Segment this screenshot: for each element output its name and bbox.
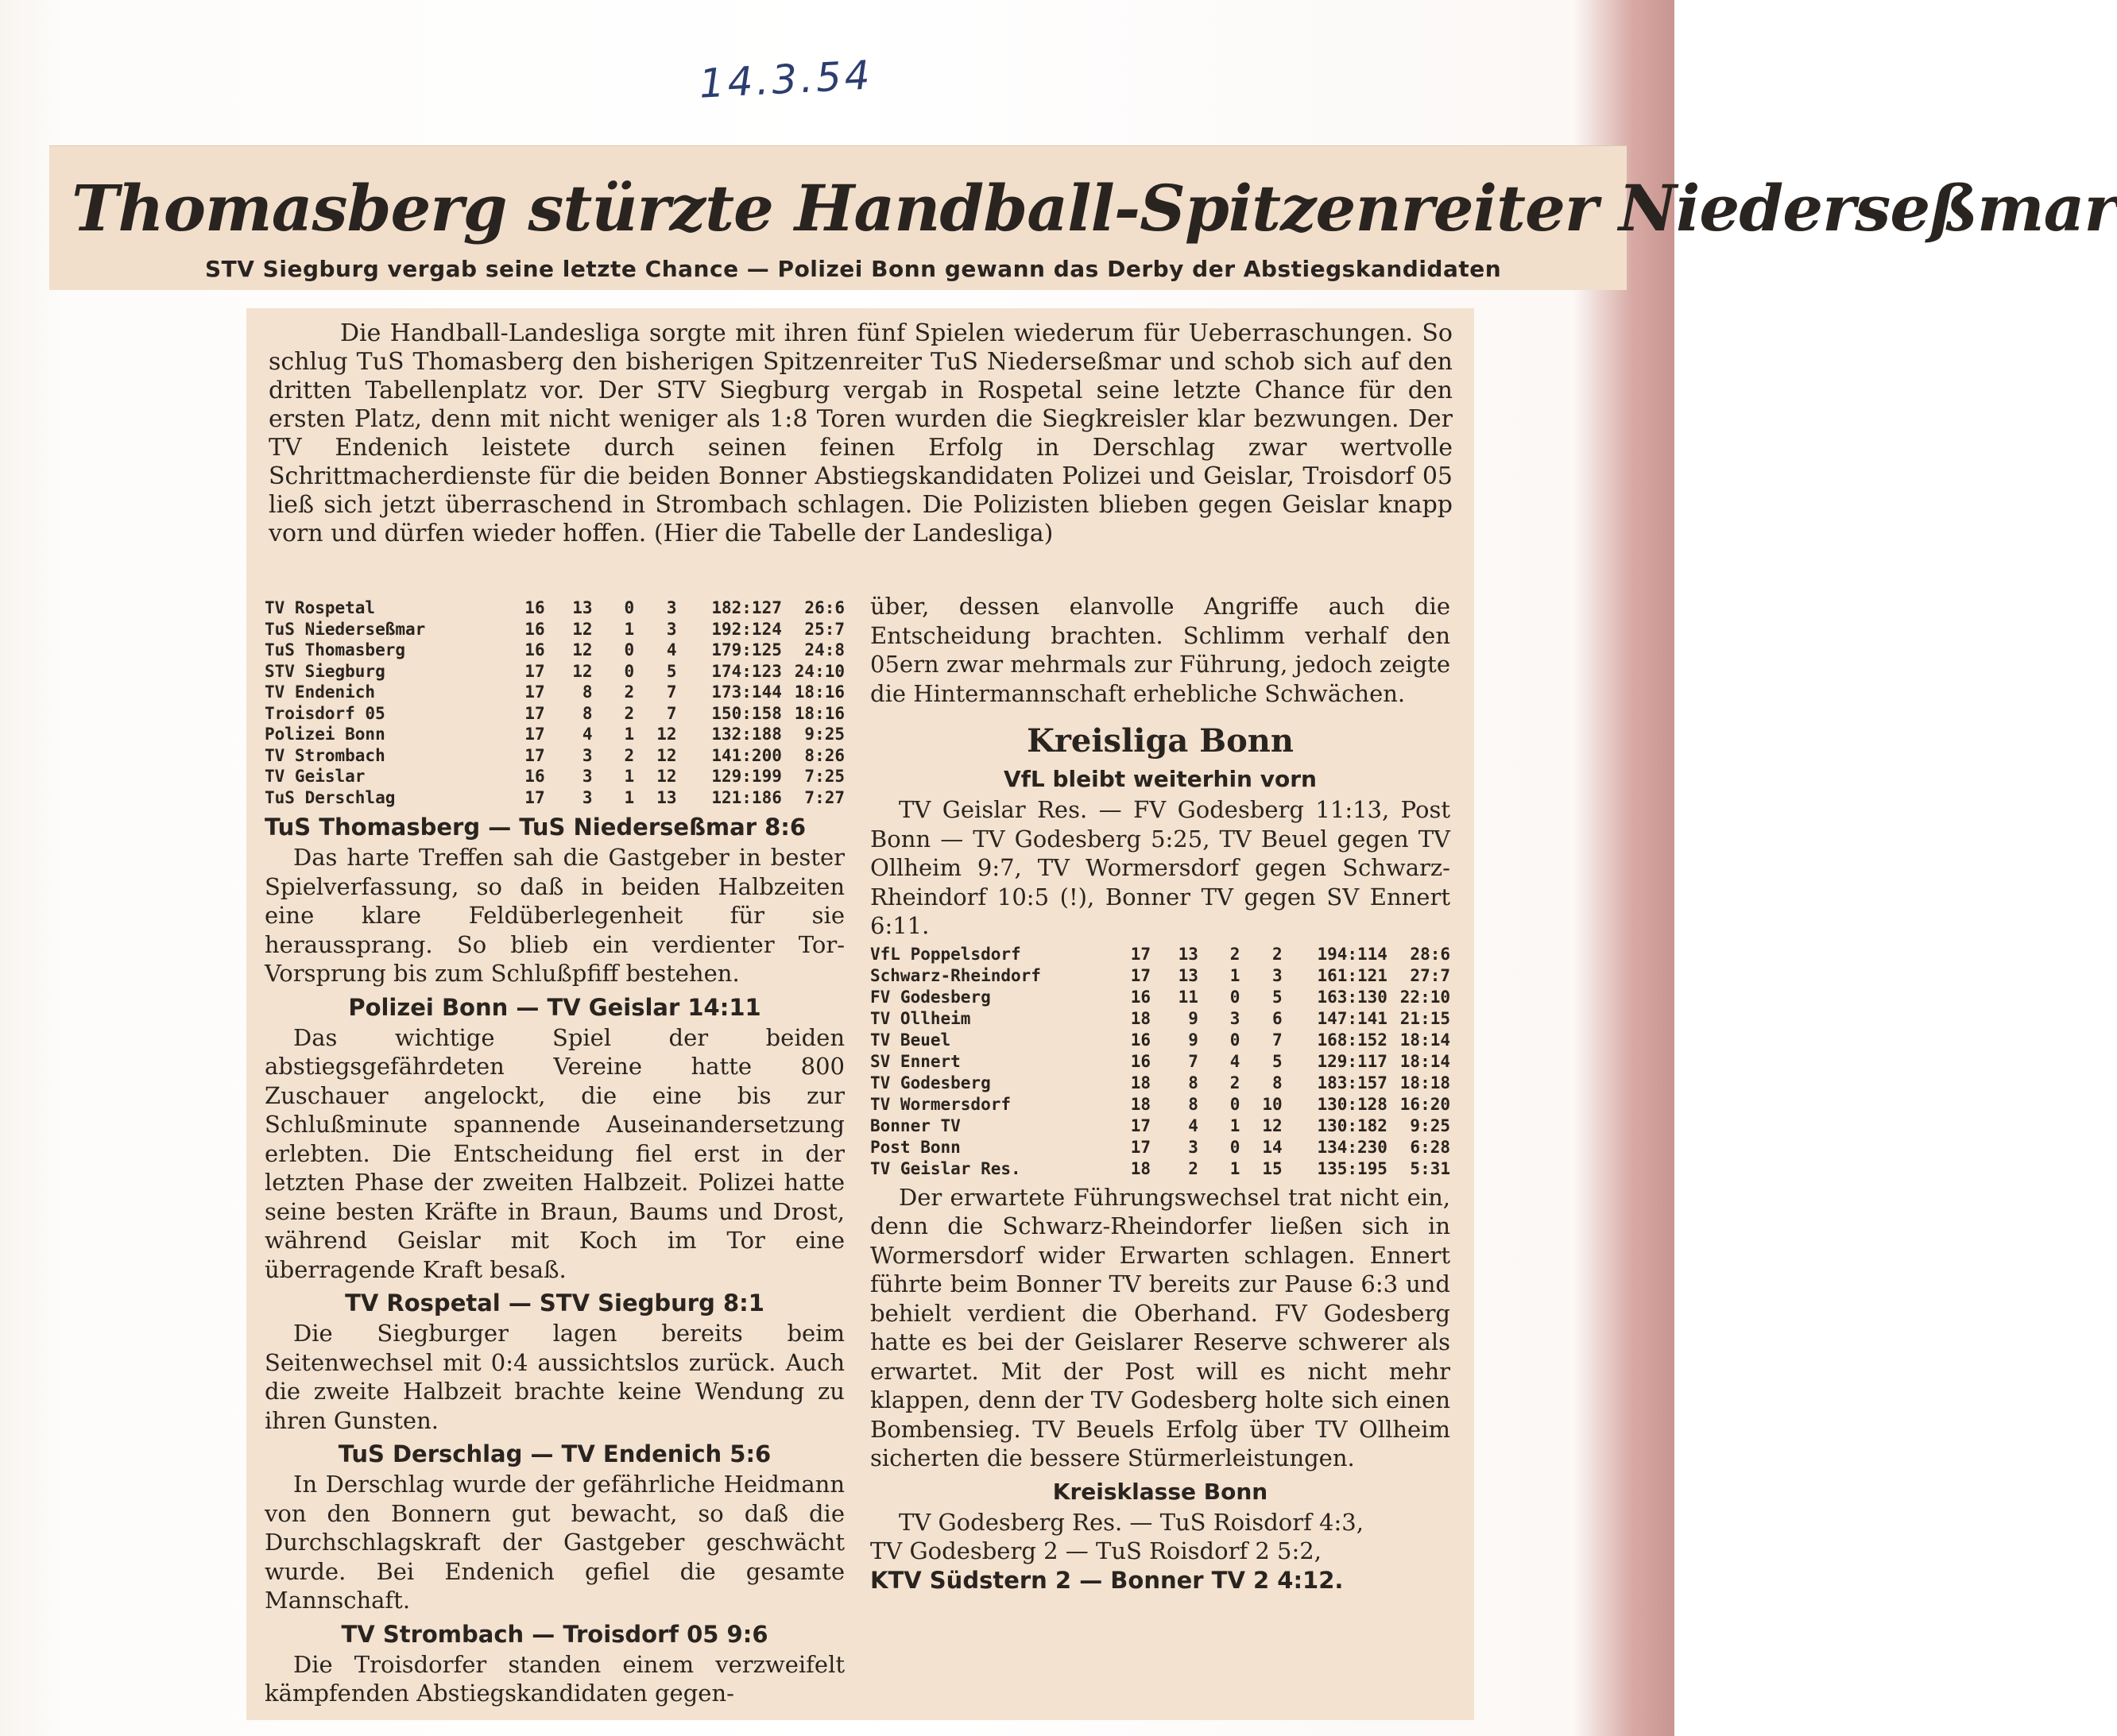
goals: 168:152: [1317, 1030, 1387, 1050]
match-headline: Polizei Bonn — TV Geislar 14:11: [348, 993, 761, 1021]
team-name: SV Ennert: [870, 1051, 961, 1071]
games: 16: [524, 619, 545, 639]
goals: 129:199: [711, 767, 782, 786]
wins: 3: [582, 787, 593, 807]
match-headline: TuS Derschlag — TV Endenich 5:6: [338, 1440, 772, 1467]
kreisklasse-result: KTV Südstern 2 — Bonner TV 2 4:12.: [870, 1566, 1344, 1594]
points: 6:28: [1410, 1137, 1450, 1157]
match-text: Die Siegburger lagen bereits beim Seitenwechsel mit 0:4 aussichtslos zurück. Auch die zweite Halbzeit brachte keine Wendung zu ihren Gunsten.: [265, 1320, 845, 1434]
losses: 3: [1272, 965, 1283, 985]
losses: 4: [666, 640, 677, 659]
table-row: [870, 1158, 1450, 1180]
losses: 8: [1272, 1073, 1283, 1092]
losses: 5: [1272, 1051, 1283, 1071]
kreisliga-title: Kreisliga Bonn: [1027, 722, 1294, 760]
games: 16: [1130, 987, 1151, 1007]
table-row: [870, 987, 1450, 1008]
intro-paragraph: [269, 319, 1453, 548]
kreisliga-report: Der erwartete Führungswechsel trat nicht ein, denn die Schwarz-Rheindorfer ließen sich in Wormersdorf wider Erwarten schlagen. Ennert führte beim Bonner TV bereits zur Pause 6:3 und behielt verdient die Oberhand. FV Godesberg hatte es bei der Geislarer Reserve schwerer als erwartet. Mit der Post will es nicht mehr klappen, denn der TV Godesberg holte sich einen Bombensieg. TV Beuels Erfolg über TV Ollheim sicherten die bessere Stürmerleistungen.: [870, 1183, 1450, 1471]
team-name: TV Beuel: [870, 1030, 951, 1050]
wins: 4: [582, 725, 593, 744]
team-name: Bonner TV: [870, 1115, 961, 1135]
games: 16: [524, 767, 545, 786]
games: 17: [524, 703, 545, 723]
points: 18:18: [1399, 1073, 1450, 1092]
match-headline: TV Strombach — Troisdorf 05 9:6: [341, 1620, 768, 1648]
kreisliga-subtitle: VfL bleibt weiterhin vorn: [1004, 766, 1317, 792]
losses: 14: [1262, 1137, 1283, 1157]
table-row: [870, 1115, 1450, 1137]
kreisklasse-title: Kreisklasse Bonn: [1052, 1478, 1268, 1505]
team-name: FV Godesberg: [870, 987, 991, 1007]
match-text: Die Troisdorfer standen einem verzweifelt kämpfenden Abstiegskandidaten gegen-: [265, 1650, 845, 1707]
match-report: [265, 1618, 845, 1708]
losses: 12: [656, 725, 677, 744]
points: 8:26: [804, 745, 845, 765]
games: 17: [524, 682, 545, 702]
team-name: STV Siegburg: [265, 661, 385, 681]
table-row: [870, 1094, 1450, 1115]
points: 7:27: [804, 787, 845, 807]
goals: 174:123: [711, 661, 782, 681]
draws: 2: [624, 745, 635, 765]
games: 17: [1130, 1115, 1151, 1135]
table-row: [265, 640, 845, 661]
draws: 1: [1229, 965, 1240, 985]
draws: 1: [624, 787, 635, 807]
match-report: [265, 1287, 845, 1435]
table-row: [870, 1008, 1450, 1030]
team-name: Schwarz-Rheindorf: [870, 965, 1041, 985]
points: 18:16: [794, 682, 845, 702]
team-name: Post Bonn: [870, 1137, 961, 1157]
table-row: [265, 766, 845, 787]
wins: 2: [1188, 1158, 1198, 1178]
games: 16: [524, 640, 545, 659]
wins: 8: [582, 682, 593, 702]
games: 18: [1130, 1073, 1151, 1092]
kreisliga-results: TV Geislar Res. — FV Godesberg 11:13, Post Bonn — TV Godesberg 5:25, TV Beuel gegen TV Ollheim 9:7, TV Wormersdorf gegen Schwarz-Rheindorf 10:5 (!), Bonner TV gegen SV Ennert 6:11.: [870, 796, 1450, 939]
table-row: [265, 597, 845, 619]
goals: 130:128: [1317, 1094, 1387, 1114]
losses: 5: [1272, 987, 1283, 1007]
goals: 130:182: [1317, 1115, 1387, 1135]
points: 16:20: [1399, 1094, 1450, 1114]
team-name: TV Endenich: [265, 682, 376, 702]
draws: 2: [624, 703, 635, 723]
team-name: TV Rospetal: [265, 598, 376, 617]
match-report: [265, 811, 845, 988]
draws: 1: [624, 619, 635, 639]
games: 18: [1130, 1008, 1151, 1028]
table-row: [870, 1073, 1450, 1094]
wins: 8: [582, 703, 593, 723]
team-name: TV Godesberg: [870, 1073, 991, 1092]
wins: 8: [1188, 1094, 1198, 1114]
goals: 135:195: [1317, 1158, 1387, 1178]
draws: 0: [624, 661, 635, 681]
points: 18:14: [1399, 1051, 1450, 1071]
draws: 1: [1229, 1115, 1240, 1135]
goals: 192:124: [711, 619, 782, 639]
team-name: TuS Derschlag: [265, 787, 396, 807]
goals: 129:117: [1317, 1051, 1387, 1071]
wins: 13: [572, 598, 593, 617]
points: 28:6: [1410, 944, 1450, 964]
goals: 150:158: [711, 703, 782, 723]
losses: 15: [1262, 1158, 1283, 1178]
goals: 161:121: [1317, 965, 1387, 985]
kreisliga-table-block: [870, 944, 1450, 1180]
draws: 1: [624, 725, 635, 744]
wins: 9: [1188, 1008, 1198, 1028]
table-row: [265, 724, 845, 745]
draws: 0: [1229, 1137, 1240, 1157]
match-headline: TV Rospetal — STV Siegburg 8:1: [345, 1289, 764, 1316]
points: 21:15: [1399, 1008, 1450, 1028]
goals: 173:144: [711, 682, 782, 702]
points: 22:10: [1399, 987, 1450, 1007]
games: 17: [1130, 1137, 1151, 1157]
points: 24:8: [804, 640, 845, 659]
kreisliga-table: [870, 944, 1450, 1180]
draws: 0: [1229, 1094, 1240, 1114]
goals: 194:114: [1317, 944, 1387, 964]
points: 9:25: [1410, 1115, 1450, 1135]
points: 5:31: [1410, 1158, 1450, 1178]
losses: 12: [656, 767, 677, 786]
games: 18: [1130, 1158, 1151, 1178]
right-column: [870, 592, 1450, 1595]
wins: 12: [572, 661, 593, 681]
points: 7:25: [804, 767, 845, 786]
match-text: In Derschlag wurde der gefährliche Heidmann von den Bonnern gut bewacht, so daß die Durchschlagskraft der Gastgeber geschwächt wurde. Bei Endenich gefiel die gesamte Mannschaft.: [265, 1471, 845, 1614]
match-report: [265, 992, 845, 1285]
games: 16: [1130, 1030, 1151, 1050]
team-name: Troisdorf 05: [265, 703, 385, 723]
team-name: TV Strombach: [265, 745, 385, 765]
goals: 121:186: [711, 787, 782, 807]
left-column: [265, 597, 845, 1708]
games: 18: [1130, 1094, 1151, 1114]
games: 16: [524, 598, 545, 617]
wins: 3: [582, 745, 593, 765]
points: 27:7: [1410, 965, 1450, 985]
table-row: [870, 1030, 1450, 1051]
match-report: [265, 1438, 845, 1615]
intro-text: Die Handball-Landesliga sorgte mit ihren fünf Spielen wiederum für Ueberraschungen. So schlug TuS Thomasberg den bisherigen Spitzenreiter TuS Niederseßmar und schob sich auf den dritten Tabellenplatz vor. Der STV Siegburg vergab in Rospetal seine letzte Chance für den ersten Platz, denn mit nicht weniger als 1:8 Toren wurden die Siegkreisler klar bezwungen. Der TV Endenich leistete durch seinen feinen Erfolg in Derschlag zwar wertvolle Schrittmacherdienste für die beiden Bonner Abstiegskandidaten Polizei und Geislar, Troisdorf 05 ließ sich jetzt überraschend in Strombach schlagen. Die Polizisten blieben gegen Geislar knapp vorn und dürfen wieder hoffen. (Hier die Tabelle der Landesliga): [269, 319, 1453, 547]
goals: 179:125: [711, 640, 782, 659]
wins: 13: [1178, 944, 1198, 964]
team-name: TV Wormersdorf: [870, 1094, 1012, 1114]
team-name: Polizei Bonn: [265, 725, 385, 744]
wins: 12: [572, 619, 593, 639]
losses: 3: [666, 598, 677, 617]
losses: 7: [1272, 1030, 1283, 1050]
goals: 134:230: [1317, 1137, 1387, 1157]
team-name: VfL Poppelsdorf: [870, 944, 1021, 964]
losses: 12: [1262, 1115, 1283, 1135]
team-name: TuS Niederseßmar: [265, 619, 426, 639]
continuation-text: über, dessen elanvolle Angriffe auch die Entscheidung brachten. Schlimm verhalf den 05ern zwar mehrmals zur Führung, jedoch zeigte die Hintermannschaft erhebliche Schwächen.: [870, 593, 1450, 707]
match-headline: TuS Thomasberg — TuS Niederseßmar 8:6: [265, 814, 807, 841]
match-text: Das wichtige Spiel der beiden abstiegsgefährdeten Vereine hatte 800 Zuschauer angelockt, die eine bis zur Schlußminute spannende Auseinandersetzung erlebten. Die Entscheidung fiel erst in der letzten Phase der zweiten Halbzeit. Polizei hatte seine besten Kräfte in Braun, Baums und Drost, während Geislar mit Koch im Tor eine überragende Kraft besaß.: [265, 1023, 845, 1283]
team-name: TV Ollheim: [870, 1008, 971, 1028]
draws: 1: [1229, 1158, 1240, 1178]
games: 17: [1130, 965, 1151, 985]
losses: 3: [666, 619, 677, 639]
points: 26:6: [804, 598, 845, 617]
draws: 0: [1229, 1030, 1240, 1050]
table-row: [265, 787, 845, 809]
table-row: [265, 682, 845, 703]
goals: 163:130: [1317, 987, 1387, 1007]
draws: 0: [624, 598, 635, 617]
team-name: TV Geislar: [265, 767, 366, 786]
table-row: [265, 661, 845, 682]
wins: 3: [582, 767, 593, 786]
losses: 13: [656, 787, 677, 807]
draws: 0: [1229, 987, 1240, 1007]
headline: Thomasberg stürzte Handball-Spitzenreiter Niederseßmar: [72, 171, 2117, 246]
games: 17: [524, 745, 545, 765]
losses: 7: [666, 703, 677, 723]
draws: 3: [1229, 1008, 1240, 1028]
points: 18:14: [1399, 1030, 1450, 1050]
kreisklasse-result: TV Godesberg 2 — TuS Roisdorf 2 5:2,: [870, 1537, 1322, 1564]
points: 25:7: [804, 619, 845, 639]
draws: 2: [1229, 944, 1240, 964]
games: 17: [1130, 944, 1151, 964]
wins: 13: [1178, 965, 1198, 985]
team-name: TV Geislar Res.: [870, 1158, 1021, 1178]
landesliga-table: [265, 597, 845, 808]
table-row: [265, 745, 845, 767]
handwritten-date: 14.3.54: [698, 52, 874, 107]
games: 17: [524, 725, 545, 744]
games: 16: [1130, 1051, 1151, 1071]
table-row: [870, 1137, 1450, 1158]
draws: 0: [624, 640, 635, 659]
kreisklasse-result: TV Godesberg Res. — TuS Roisdorf 4:3,: [899, 1508, 1364, 1536]
losses: 5: [666, 661, 677, 681]
games: 17: [524, 787, 545, 807]
wins: 9: [1188, 1030, 1198, 1050]
points: 18:16: [794, 703, 845, 723]
losses: 10: [1262, 1094, 1283, 1114]
table-row: [265, 703, 845, 725]
losses: 2: [1272, 944, 1283, 964]
points: 9:25: [804, 725, 845, 744]
table-row: [870, 944, 1450, 965]
wins: 8: [1188, 1073, 1198, 1092]
wins: 12: [572, 640, 593, 659]
draws: 2: [624, 682, 635, 702]
match-text: Das harte Treffen sah die Gastgeber in bester Spielverfassung, so daß in beiden Halbzeiten eine klare Feldüberlegenheit für sie heraussprang. So blieb ein verdienter Tor-Vorsprung bis zum Schlußpfiff bestehen.: [265, 844, 845, 987]
draws: 2: [1229, 1073, 1240, 1092]
team-name: TuS Thomasberg: [265, 640, 406, 659]
losses: 7: [666, 682, 677, 702]
goals: 141:200: [711, 745, 782, 765]
draws: 4: [1229, 1051, 1240, 1071]
wins: 11: [1178, 987, 1198, 1007]
goals: 132:188: [711, 725, 782, 744]
goals: 147:141: [1317, 1008, 1387, 1028]
table-row: [870, 1051, 1450, 1073]
goals: 183:157: [1317, 1073, 1387, 1092]
wins: 3: [1188, 1137, 1198, 1157]
wins: 4: [1188, 1115, 1198, 1135]
points: 24:10: [794, 661, 845, 681]
losses: 6: [1272, 1008, 1283, 1028]
table-row: [870, 965, 1450, 987]
table-row: [265, 619, 845, 640]
games: 17: [524, 661, 545, 681]
losses: 12: [656, 745, 677, 765]
draws: 1: [624, 767, 635, 786]
goals: 182:127: [711, 598, 782, 617]
subheadline: STV Siegburg vergab seine letzte Chance — Polizei Bonn gewann das Derby der Abstiegskandidaten: [205, 256, 1502, 282]
wins: 7: [1188, 1051, 1198, 1071]
